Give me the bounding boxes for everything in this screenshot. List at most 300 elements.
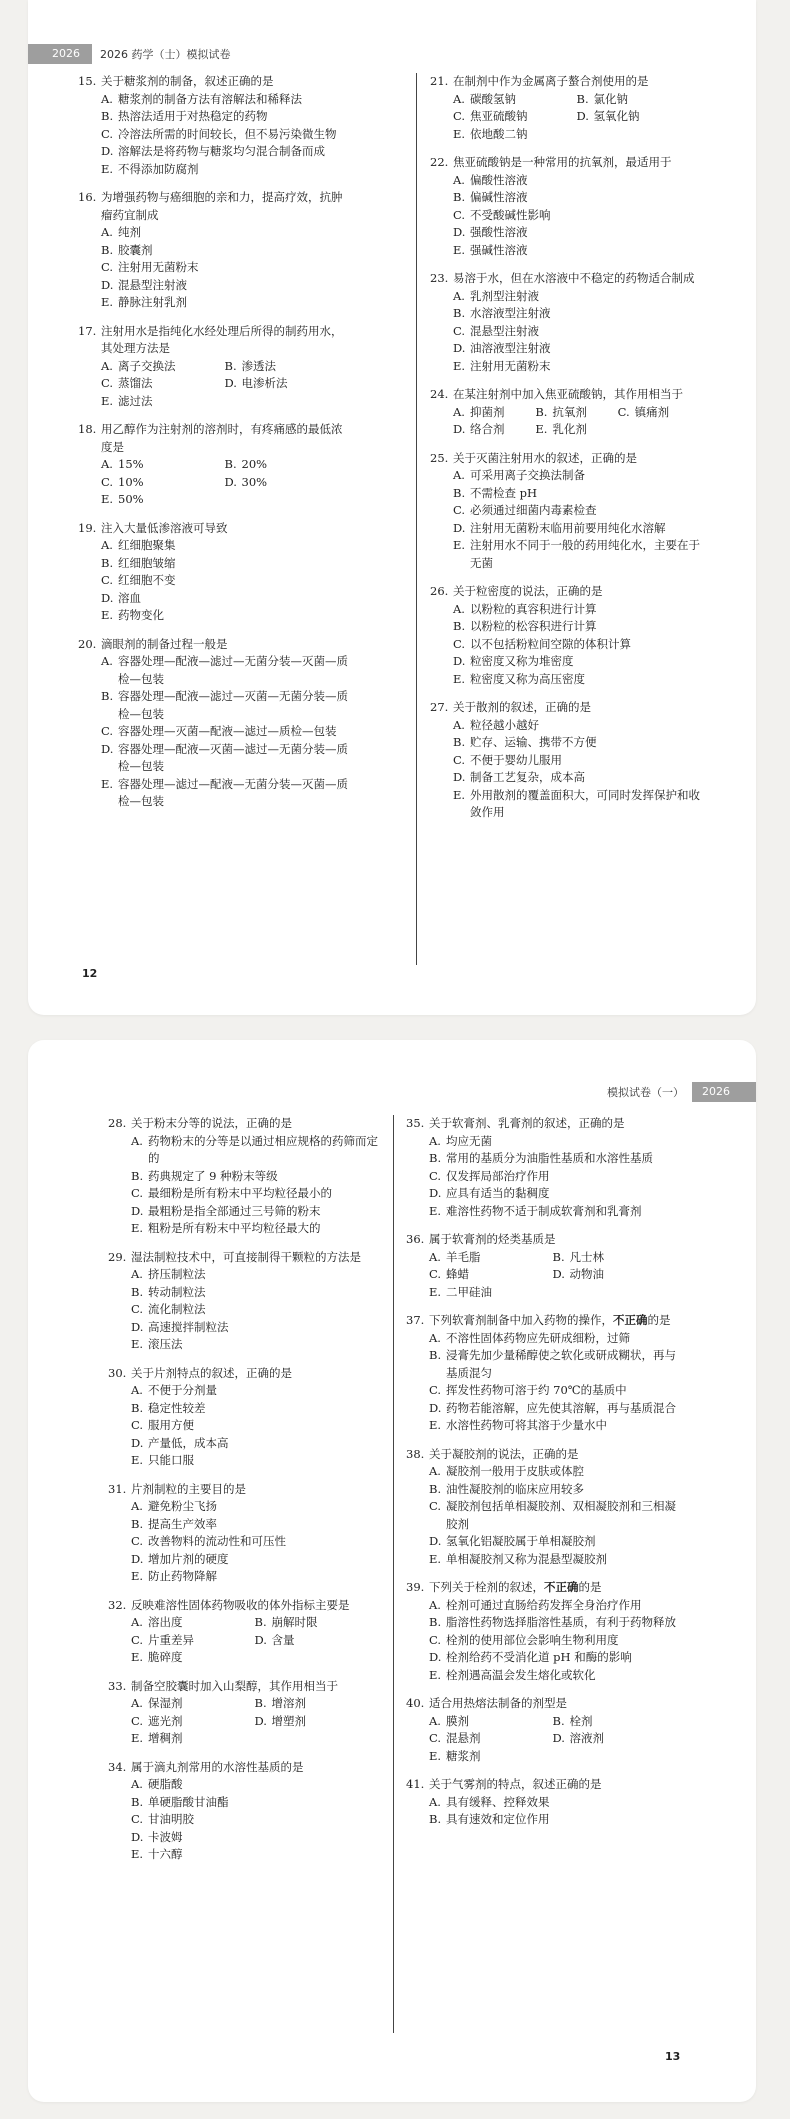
option-text: 流化制粒法 — [148, 1302, 206, 1316]
answer-option — [255, 1695, 379, 1713]
question-item — [78, 421, 348, 509]
option-text: 动物油 — [569, 1267, 604, 1281]
answer-option — [453, 108, 577, 126]
option-text: 混悬型注射液 — [470, 323, 539, 338]
option-letter: D. — [101, 144, 114, 158]
option-letter: E. — [453, 126, 466, 141]
option-letter: A. — [131, 1615, 143, 1629]
option-letter: E. — [453, 358, 466, 373]
answer-option — [108, 1829, 378, 1847]
answer-option — [577, 108, 701, 126]
answer-option — [430, 734, 700, 752]
exam-page-12 — [28, 0, 756, 1015]
option-text: 高速搅拌制粒法 — [148, 1319, 229, 1334]
question-stem — [108, 1678, 378, 1696]
answer-option — [430, 172, 700, 190]
question-text — [101, 520, 348, 538]
answer-option — [108, 1400, 378, 1418]
option-text: 蜂蜡 — [446, 1267, 469, 1281]
question-text — [131, 1759, 378, 1777]
question-text — [453, 386, 700, 404]
option-text: 卡波姆 — [148, 1829, 183, 1844]
answer-option — [429, 1266, 553, 1284]
option-letter: E. — [131, 1221, 144, 1235]
question-text — [101, 421, 348, 456]
question-stem — [78, 73, 348, 91]
answer-option — [108, 1301, 378, 1319]
answer-option — [406, 1551, 676, 1569]
question-number: 41. — [406, 1777, 425, 1791]
option-letter: E. — [101, 295, 114, 309]
option-text: 镇痛剂 — [634, 404, 670, 419]
question-number: 15. — [78, 74, 97, 88]
question-text-part: 关于片剂特点的叙述，正确的是 — [131, 1365, 292, 1380]
answer-option — [255, 1713, 379, 1731]
option-text: 强碱性溶液 — [470, 242, 528, 257]
option-letter: A. — [101, 91, 113, 106]
option-letter: A. — [131, 1267, 143, 1281]
option-letter: C. — [101, 260, 114, 274]
option-text: 氢氧化铝凝胶属于单相凝胶剂 — [446, 1534, 596, 1548]
option-letter: A. — [453, 91, 465, 106]
option-text: 二甲硅油 — [446, 1284, 492, 1299]
answer-option — [406, 1168, 676, 1186]
answer-option — [108, 1220, 378, 1238]
answer-option — [78, 607, 348, 625]
question-text-part: 注入大量低渗溶液可导致 — [101, 520, 228, 535]
answer-option — [131, 1649, 255, 1667]
option-text: 药物若能溶解，应先使其溶解，再与基质混合 — [446, 1400, 676, 1415]
option-letter: E. — [131, 1847, 144, 1861]
answer-option — [108, 1516, 378, 1534]
option-text: 混悬剂 — [446, 1731, 481, 1745]
option-letter: A. — [429, 1794, 441, 1809]
page-number: 12 — [82, 967, 98, 980]
option-text: 必须通过细菌内毒素检查 — [470, 503, 597, 517]
question-number: 35. — [406, 1116, 425, 1130]
answer-option — [430, 601, 700, 619]
page-header — [28, 44, 239, 64]
answer-option — [108, 1319, 378, 1337]
option-text: 氯化钠 — [593, 91, 628, 106]
option-letter: A. — [131, 1499, 143, 1513]
answer-option — [108, 1846, 378, 1864]
answer-option — [430, 224, 700, 242]
question-text — [131, 1597, 378, 1615]
option-letter: C. — [453, 207, 466, 222]
answer-option — [78, 91, 348, 109]
option-text: 不受酸碱性影响 — [470, 207, 551, 222]
answer-option — [406, 1632, 676, 1650]
option-text: 乳剂型注射液 — [470, 288, 539, 303]
question-item — [78, 520, 348, 625]
option-text: 容器处理—配液—滤过—灭菌—无菌分装—质检—包装 — [118, 689, 348, 721]
option-text: 栓剂的使用部位会影响生物利用度 — [446, 1632, 619, 1647]
answer-option — [406, 1463, 676, 1481]
question-text-part: 下列软膏剂制备中加入药物的操作， — [429, 1313, 613, 1327]
option-text: 溶出度 — [148, 1615, 183, 1629]
option-letter: C. — [453, 503, 466, 517]
option-text: 均应无菌 — [446, 1133, 492, 1148]
answer-option — [108, 1794, 378, 1812]
option-letter: A. — [131, 1383, 143, 1397]
answer-option — [406, 1347, 676, 1382]
option-text: 药典规定了 9 种粉末等级 — [148, 1168, 278, 1183]
option-letter: A. — [429, 1249, 441, 1264]
option-text: 20% — [241, 457, 268, 471]
exam-page-13 — [28, 1040, 756, 2102]
page-header — [599, 1082, 756, 1102]
question-number: 25. — [430, 450, 449, 465]
option-text: 30% — [241, 474, 268, 489]
option-letter: E. — [131, 1337, 144, 1351]
question-text — [429, 1776, 676, 1794]
option-text: 常用的基质分为油脂性基质和水溶性基质 — [446, 1151, 653, 1165]
option-letter: C. — [429, 1168, 442, 1183]
option-text: 外用散剂的覆盖面积大，可同时发挥保护和收敛作用 — [470, 787, 700, 819]
answer-option — [225, 358, 349, 376]
option-text: 防止药物降解 — [148, 1569, 217, 1583]
option-text: 油溶液型注射液 — [470, 341, 551, 355]
answer-option — [78, 537, 348, 555]
answer-option — [101, 358, 225, 376]
question-stem — [430, 270, 700, 288]
option-letter: A. — [453, 601, 465, 616]
option-letter: C. — [131, 1186, 144, 1200]
answer-option — [108, 1811, 378, 1829]
option-letter: E. — [453, 538, 466, 552]
option-text: 转动制粒法 — [148, 1284, 206, 1299]
question-item — [406, 1695, 676, 1765]
option-text: 难溶性药物不适于制成软膏剂和乳膏剂 — [446, 1203, 642, 1218]
question-item — [430, 154, 700, 259]
question-text-part: 的是 — [647, 1313, 671, 1327]
option-text: 蒸馏法 — [118, 376, 153, 390]
option-text: 依地酸二钠 — [470, 126, 528, 141]
option-letter: D. — [429, 1650, 442, 1664]
answer-option — [108, 1533, 378, 1551]
option-text: 容器处理—滤过—配液—无菌分装—灭菌—质检—包装 — [118, 776, 348, 808]
answer-option — [430, 467, 700, 485]
option-letter: C. — [429, 1267, 442, 1281]
answer-option — [430, 520, 700, 538]
answer-option — [131, 1632, 255, 1650]
question-text-part: 关于散剂的叙述，正确的是 — [453, 700, 591, 714]
option-text: 以粉粒的真容积进行计算 — [470, 601, 597, 616]
answer-option — [430, 618, 700, 636]
option-text: 保湿剂 — [148, 1696, 183, 1710]
question-text-part: 在某注射剂中加入焦亚硫酸钠，其作用相当于 — [453, 387, 683, 401]
option-letter: B. — [131, 1168, 144, 1183]
option-letter: E. — [429, 1667, 442, 1682]
option-text: 油性凝胶剂的临床应用较多 — [446, 1481, 584, 1496]
question-text-part: 关于气雾剂的特点，叙述正确的是 — [429, 1777, 602, 1791]
answer-option — [225, 375, 349, 393]
option-letter: C. — [429, 1499, 442, 1513]
question-text — [429, 1579, 676, 1597]
question-stem — [406, 1776, 676, 1794]
option-letter: B. — [101, 109, 114, 123]
answer-option — [78, 723, 348, 741]
option-text: 凝胶剂一般用于皮肤或体腔 — [446, 1464, 584, 1478]
answer-option — [406, 1481, 676, 1499]
answer-option — [553, 1730, 677, 1748]
option-letter: B. — [453, 619, 466, 633]
answer-option — [78, 590, 348, 608]
answer-option — [429, 1730, 553, 1748]
option-letter: C. — [101, 474, 114, 489]
option-letter: E. — [101, 608, 114, 622]
answer-option — [108, 1498, 378, 1516]
option-text: 糖浆剂 — [446, 1748, 481, 1763]
option-text: 遮光剂 — [148, 1713, 183, 1728]
question-text-part: 用乙醇作为注射剂的溶剂时，有疼痛感的最低浓度是 — [101, 422, 343, 454]
option-letter: C. — [453, 752, 466, 767]
question-item — [108, 1249, 378, 1354]
option-text: 可采用离子交换法制备 — [470, 468, 585, 482]
option-text: 不得添加防腐剂 — [118, 161, 199, 176]
option-text: 脂溶性药物选择脂溶性基质，有利于药物释放 — [446, 1615, 676, 1629]
option-text: 最粗粉是指全部通过三号筛的粉末 — [148, 1203, 321, 1218]
option-text: 凝胶剂包括单相凝胶剂、双相凝胶剂和三相凝胶剂 — [446, 1499, 676, 1531]
answer-options-grid — [78, 358, 348, 411]
question-text-part: 关于凝胶剂的说法，正确的是 — [429, 1446, 579, 1461]
option-letter: D. — [131, 1435, 144, 1450]
question-item — [430, 270, 700, 375]
answer-option — [131, 1730, 255, 1748]
answer-option — [78, 259, 348, 277]
answer-option — [535, 421, 617, 439]
option-letter: B. — [131, 1516, 144, 1531]
answer-option — [78, 161, 348, 179]
option-letter: A. — [429, 1330, 441, 1345]
option-letter: B. — [552, 1713, 565, 1728]
answer-option — [429, 1748, 553, 1766]
question-text — [429, 1115, 676, 1133]
question-column-left — [78, 73, 348, 822]
question-text-part: 的是 — [578, 1580, 602, 1594]
option-text: 崩解时限 — [271, 1615, 318, 1629]
answer-option — [78, 242, 348, 260]
option-letter: B. — [576, 91, 589, 106]
option-text: 不需检查 pH — [470, 485, 538, 500]
question-number: 19. — [78, 520, 97, 535]
answer-option — [78, 294, 348, 312]
option-text: 增稠剂 — [148, 1731, 183, 1745]
question-stem — [406, 1312, 676, 1330]
answer-options-grid — [406, 1713, 676, 1766]
question-text — [131, 1249, 378, 1267]
question-text-part: 关于灭菌注射用水的叙述，正确的是 — [453, 450, 637, 465]
option-letter: A. — [131, 1696, 143, 1710]
option-letter: A. — [429, 1713, 441, 1728]
option-text: 50% — [118, 492, 144, 506]
option-text: 只能口服 — [148, 1453, 194, 1467]
question-number: 38. — [406, 1446, 425, 1461]
answer-option — [429, 1284, 553, 1302]
answer-option — [406, 1498, 676, 1533]
option-text: 片重差异 — [148, 1632, 194, 1647]
column-divider — [416, 73, 417, 965]
question-number: 40. — [406, 1696, 425, 1710]
question-text-part: 属于软膏剂的烃类基质是 — [429, 1232, 556, 1246]
answer-option — [430, 485, 700, 503]
question-item — [430, 583, 700, 688]
answer-option — [430, 305, 700, 323]
option-text: 偏碱性溶液 — [470, 190, 528, 204]
question-stem — [406, 1695, 676, 1713]
answer-option — [406, 1185, 676, 1203]
question-stem — [430, 154, 700, 172]
option-letter: A. — [429, 1597, 441, 1612]
question-text — [453, 450, 700, 468]
option-letter: E. — [131, 1453, 144, 1467]
answer-option — [101, 491, 225, 509]
header-title: 2026 药学（士）模拟试卷 — [100, 48, 231, 61]
option-text: 渗透法 — [241, 358, 276, 373]
question-text-part: 属于滴丸剂常用的水溶性基质的是 — [131, 1759, 304, 1774]
question-text — [131, 1365, 378, 1383]
question-text-part: 注射用水是指纯化水经处理后所得的制药用水，其处理方法是 — [101, 323, 343, 355]
question-item — [78, 189, 348, 312]
option-letter: D. — [224, 474, 237, 489]
answer-option — [108, 1266, 378, 1284]
question-stem — [108, 1365, 378, 1383]
option-letter: D. — [131, 1203, 144, 1218]
option-text: 羊毛脂 — [446, 1249, 481, 1264]
question-text — [453, 583, 700, 601]
option-text: 注射用无菌粉末 — [118, 260, 199, 274]
option-text: 强酸性溶液 — [470, 225, 528, 239]
option-text: 滚压法 — [148, 1337, 183, 1351]
question-stem — [108, 1759, 378, 1777]
question-stem — [78, 520, 348, 538]
question-stem — [406, 1446, 676, 1464]
question-item — [108, 1597, 378, 1667]
option-letter: C. — [617, 404, 630, 419]
answer-option — [78, 126, 348, 144]
answer-option — [429, 1713, 553, 1731]
option-letter: C. — [131, 1534, 144, 1548]
option-letter: C. — [101, 573, 114, 587]
question-item — [108, 1481, 378, 1586]
answer-option — [101, 474, 225, 492]
option-text: 以不包括粉粒间空隙的体积计算 — [470, 636, 631, 651]
option-letter: E. — [101, 776, 114, 791]
answer-option — [453, 404, 535, 422]
option-text: 粒密度又称为堆密度 — [470, 654, 574, 668]
option-text: 粗粉是所有粉末中平均粒径最大的 — [148, 1221, 321, 1235]
question-number: 27. — [430, 700, 449, 714]
option-letter: D. — [254, 1632, 267, 1647]
answer-option — [430, 502, 700, 520]
answer-option — [108, 1203, 378, 1221]
answer-option — [78, 143, 348, 161]
year-badge: 2026 — [28, 44, 92, 64]
question-item — [406, 1231, 676, 1301]
option-letter: C. — [131, 1632, 144, 1647]
option-text: 离子交换法 — [118, 358, 176, 373]
option-text: 不便于分剂量 — [148, 1383, 217, 1397]
answer-option — [406, 1614, 676, 1632]
question-text-part: 关于糖浆剂的制备，叙述正确的是 — [101, 74, 274, 88]
option-letter: E. — [429, 1551, 442, 1566]
question-number: 34. — [108, 1759, 127, 1774]
answer-option — [108, 1336, 378, 1354]
option-letter: C. — [453, 636, 466, 651]
option-text: 注射用无菌粉末临用前要用纯化水溶解 — [470, 520, 666, 535]
option-letter: C. — [453, 323, 466, 338]
answer-option — [406, 1133, 676, 1151]
question-number: 29. — [108, 1249, 127, 1264]
answer-option — [453, 421, 535, 439]
option-text: 碳酸氢钠 — [470, 91, 516, 106]
question-text-part: 反映难溶性固体药物吸收的体外指标主要是 — [131, 1597, 350, 1612]
option-text: 稳定性较差 — [148, 1400, 206, 1415]
option-text: 不溶性固体药物应先研成细粉，过筛 — [446, 1330, 630, 1345]
question-stem — [108, 1115, 378, 1133]
option-letter: B. — [131, 1794, 144, 1809]
option-text: 乳化剂 — [552, 422, 587, 436]
answer-option — [131, 1695, 255, 1713]
option-letter: E. — [131, 1569, 144, 1583]
question-item — [108, 1678, 378, 1748]
option-text: 脆碎度 — [148, 1650, 183, 1664]
question-text — [453, 699, 700, 717]
question-stem — [406, 1115, 676, 1133]
option-text: 容器处理—灭菌—配液—滤过—质检—包装 — [118, 724, 337, 738]
question-stem — [108, 1597, 378, 1615]
question-number: 16. — [78, 190, 97, 204]
option-text: 溶解法是将药物与糖浆均匀混合制备而成 — [118, 144, 325, 158]
option-letter: B. — [429, 1812, 442, 1826]
option-letter: D. — [254, 1713, 267, 1728]
option-text: 具有速效和定位作用 — [446, 1812, 550, 1826]
answer-option — [406, 1811, 676, 1829]
answer-option — [108, 1452, 378, 1470]
question-item — [406, 1776, 676, 1829]
question-number: 22. — [430, 155, 449, 169]
question-text-part: 片剂制粒的主要目的是 — [131, 1481, 246, 1496]
option-letter: B. — [254, 1696, 267, 1710]
option-letter: C. — [101, 376, 114, 390]
option-letter: B. — [453, 190, 466, 204]
option-letter: C. — [131, 1713, 144, 1728]
option-letter: B. — [131, 1400, 144, 1415]
option-text: 不便于婴幼儿服用 — [470, 752, 562, 767]
option-text: 药物粉末的分等是以通过相应规格的药筛而定的 — [148, 1133, 378, 1165]
answer-option — [108, 1551, 378, 1569]
question-stem — [406, 1579, 676, 1597]
answer-option — [108, 1168, 378, 1186]
option-letter: B. — [453, 306, 466, 320]
answer-option — [78, 688, 348, 723]
question-number: 20. — [78, 636, 97, 651]
question-number: 26. — [430, 584, 449, 598]
question-text — [429, 1312, 676, 1330]
option-letter: B. — [254, 1615, 267, 1629]
option-text: 甘油明胶 — [148, 1812, 194, 1826]
option-text: 电渗析法 — [241, 376, 288, 390]
answer-option — [78, 741, 348, 776]
question-item — [406, 1115, 676, 1220]
option-text: 容器处理—配液—滤过—无菌分装—灭菌—质检—包装 — [118, 654, 348, 686]
question-text-part: 湿法制粒技术中，可直接制得干颗粒的方法是 — [131, 1249, 361, 1264]
option-text: 注射用水不同于一般的药用纯化水，主要在于无菌 — [470, 538, 700, 570]
question-text-part: 下列关于栓剂的叙述， — [429, 1580, 544, 1594]
option-text: 提高生产效率 — [148, 1516, 217, 1531]
option-letter: B. — [535, 404, 548, 419]
